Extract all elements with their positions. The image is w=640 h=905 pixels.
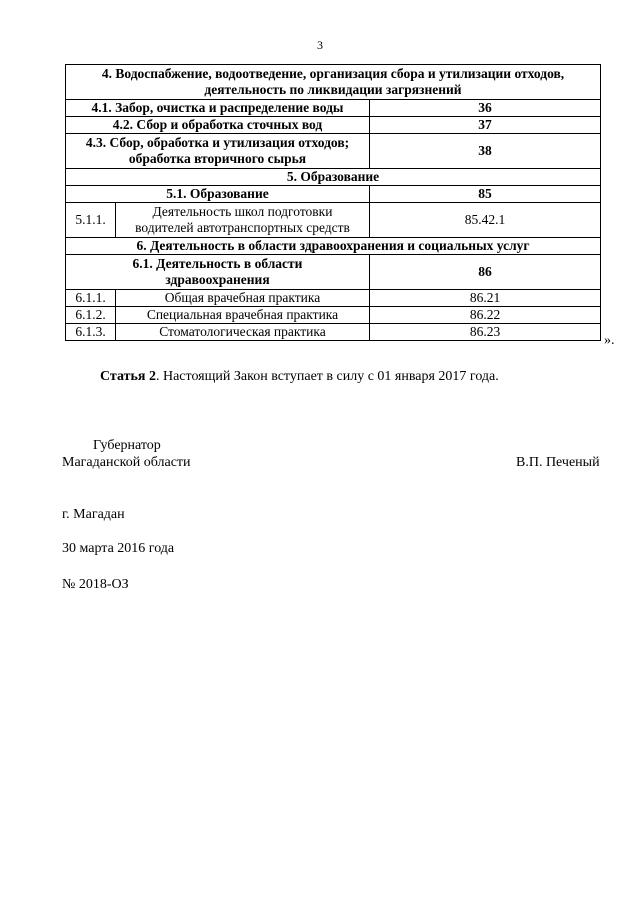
table-row-4-2 [66,117,601,134]
article-2-label: Статья 2 [100,369,156,384]
row-6-1-3-code: 86.23 [370,324,601,341]
row-6-1-3-number: 6.1.3. [66,324,116,341]
classification-table [65,64,601,341]
city: г. Магадан [62,507,125,522]
row-4-2-code: 37 [370,117,601,134]
section-5-title: 5. Образование [66,169,601,186]
section-4-title: 4. Водоспабжение, водоотведение, организация сбора и утилизации отходов, деятельность по ликвидации загрязнений [66,65,601,100]
row-5-1-1-number: 5.1.1. [66,203,116,238]
section-6-title: 6. Деятельность в области здравоохранения и социальных услуг [66,238,601,255]
row-6-1-1-label: Общая врачебная практика [116,290,370,307]
table-row-5-1-1 [66,203,601,238]
table-row-section-6 [66,238,601,255]
row-6-1-2-number: 6.1.2. [66,307,116,324]
row-6-1-label: 6.1. Деятельность в области здравоохранения [66,255,370,290]
row-5-1-code: 85 [370,186,601,203]
article-2 [100,369,499,385]
table-row-section-4 [66,65,601,100]
table-row-4-3 [66,134,601,169]
page-number: 3 [317,38,323,52]
table-row-6-1 [66,255,601,290]
row-5-1-label: 5.1. Образование [66,186,370,203]
row-6-1-1-number: 6.1.1. [66,290,116,307]
table-row-section-5 [66,169,601,186]
row-5-1-1-label: Деятельность школ подготовки водителей автотранспортных средств [116,203,370,238]
row-4-3-label: 4.3. Сбор, обработка и утилизация отходов; обработка вторичного сырья [66,134,370,169]
table-row-6-1-2 [66,307,601,324]
table-row-6-1-1 [66,290,601,307]
row-4-1-label: 4.1. Забор, очистка и распределение воды [66,100,370,117]
row-6-1-1-code: 86.21 [370,290,601,307]
row-4-3-code: 38 [370,134,601,169]
row-4-2-label: 4.2. Сбор и обработка сточных вод [66,117,370,134]
article-2-text: . Настоящий Закон вступает в силу с 01 января 2017 года. [155,369,499,384]
row-5-1-1-code: 85.42.1 [370,203,601,238]
row-6-1-code: 86 [370,255,601,290]
signature-region: Магаданской области [62,455,191,470]
table-row-6-1-3 [66,324,601,341]
table-row-5-1 [66,186,601,203]
row-6-1-2-code: 86.22 [370,307,601,324]
row-6-1-2-label: Специальная врачебная практика [116,307,370,324]
row-6-1-3-label: Стоматологическая практика [116,324,370,341]
signature-name: В.П. Печеный [516,455,600,470]
table-row-4-1 [66,100,601,117]
document-number: № 2018-ОЗ [62,577,129,592]
closing-quote: ». [604,333,615,348]
date: 30 марта 2016 года [62,541,175,556]
row-4-1-code: 36 [370,100,601,117]
signature-title: Губернатор [93,438,161,453]
